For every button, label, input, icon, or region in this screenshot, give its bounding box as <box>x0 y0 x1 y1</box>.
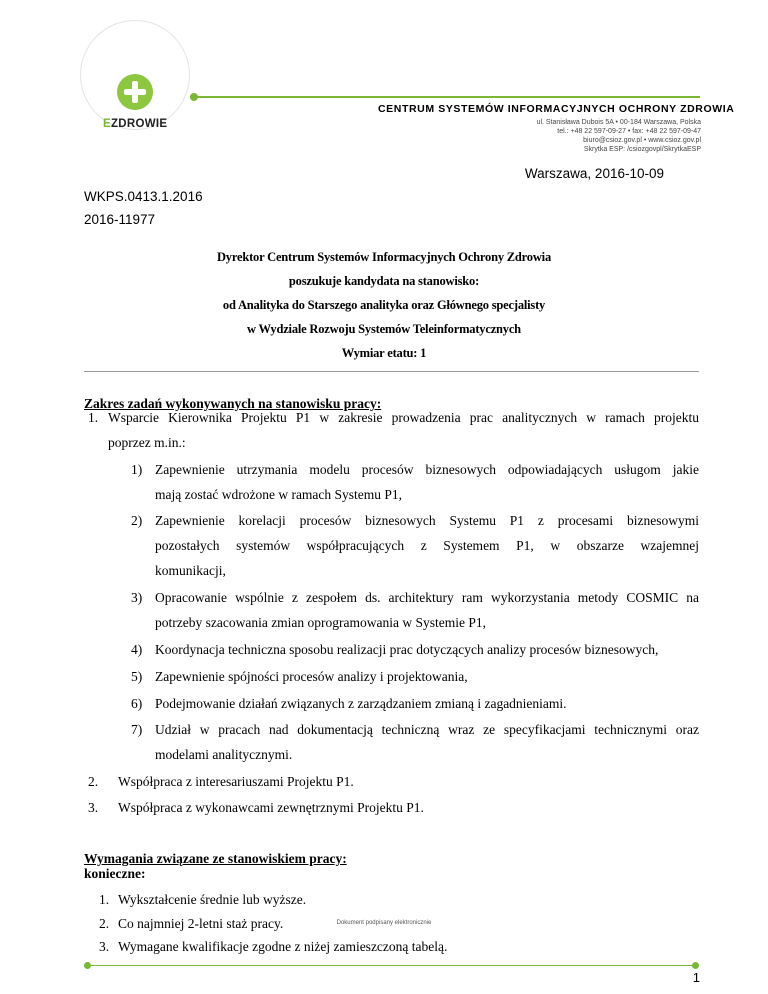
sublist-item-text: Udział w pracach nad dokumentacją techniczną wraz ze specyfikacjami technicznymi oraz <box>155 722 699 737</box>
sublist-item-text: pozostałych systemów współpracujących z Systemem P1, w obszarze wzajemnej <box>155 538 699 553</box>
list-item-text: Współpraca z interesariuszami Projektu P1. <box>118 774 354 789</box>
signature-note: Dokument podpisany elektronicznie <box>336 920 432 926</box>
sublist-number: 7) <box>131 722 143 737</box>
sublist-item-text: Zapewnienie spójności procesów analizy i projektowania, <box>155 669 468 684</box>
sublist-item-text: Zapewnienie korelacji procesów biznesowych Systemu P1 z procesami biznesowymi <box>155 513 699 528</box>
title-line-5: Wymiar etatu: 1 <box>341 346 427 360</box>
sublist-number: 3) <box>131 590 143 605</box>
section-heading-duties: Zakres zadań wykonywanych na stanowisku pracy: <box>84 396 382 411</box>
list-number: 1. <box>88 410 99 425</box>
sublist-number: 6) <box>131 696 143 711</box>
case-number: 2016-11977 <box>84 212 156 227</box>
title-line-2: poszukuje kandydata na stanowisko: <box>288 274 480 288</box>
reference-number: WKPS.0413.1.2016 <box>84 189 203 204</box>
sublist-number: 2) <box>131 513 143 528</box>
section-heading-requirements: Wymagania związane ze stanowiskiem pracy: <box>84 851 347 866</box>
list-number: 3. <box>88 800 99 815</box>
phone-line: tel.: +48 22 597-09-27 • fax: +48 22 597-09-47 <box>557 128 701 135</box>
sublist-item-text: mają zostać wdrożone w ramach Systemu P1, <box>155 487 403 502</box>
sublist-item-text: Podejmowanie działań związanych z zarządzaniem zmianą i zagadnieniami. <box>155 696 567 711</box>
list-item-text: poprzez m.in.: <box>108 435 186 450</box>
page-number: 1 <box>692 970 700 985</box>
title-line-3: od Analityka do Starszego analityka oraz Głównego specjalisty <box>222 298 546 312</box>
esp-line: Skrytka ESP: /csiozgovpl/SkrytkaESP <box>583 146 701 153</box>
list-number: 2. <box>88 774 99 789</box>
list-item-text: Co najmniej 2-letni staż pracy. <box>118 916 284 931</box>
title-line-1: Dyrektor Centrum Systemów Informacyjnych Ochrony Zdrowia <box>216 250 552 264</box>
list-number: 1. <box>99 892 110 907</box>
horizontal-rule <box>84 371 699 372</box>
place-date: Warszawa, 2016-10-09 <box>524 166 664 181</box>
title-line-4: w Wydziale Rozwoju Systemów Teleinformatycznych <box>247 322 521 336</box>
sublist-item-text: potrzeby szacowania zmian oprogramowania w Systemie P1, <box>155 615 487 630</box>
list-item-text: Wymagane kwalifikacje zgodne z niżej zamieszczoną tabelą. <box>118 939 448 954</box>
list-item-text: Wykształcenie średnie lub wyższe. <box>118 892 307 907</box>
list-number: 2. <box>99 916 110 931</box>
list-item-text: Współpraca z wykonawcami zewnętrznymi Projektu P1. <box>118 800 424 815</box>
sublist-item-text: komunikacji, <box>155 563 226 578</box>
address-line: ul. Stanisława Dubois 5A • 00-184 Warszawa, Polska <box>536 119 701 126</box>
list-number: 3. <box>99 939 110 954</box>
sublist-number: 1) <box>131 462 143 477</box>
sublist-number: 4) <box>131 642 143 657</box>
sublist-item-text: Opracowanie wspólnie z zespołem ds. architektury ram wykorzystania metody COSMIC na <box>155 590 699 605</box>
logo-wordmark: EZDROWIE <box>103 118 168 130</box>
sublist-item-text: Zapewnienie utrzymania modelu procesów biznesowych odpowiadających usługom jakie <box>155 462 699 477</box>
footer-divider <box>84 965 699 966</box>
sublist-item-text: Koordynacja techniczna sposobu realizacji prac dotyczących analizy procesów biznesowych, <box>155 642 659 657</box>
list-item-text: Wsparcie Kierownika Projektu P1 w zakresie prowadzenia prac analitycznych w ramach projektu <box>108 410 699 425</box>
email-line: biuro@csioz.gov.pl • www.csioz.gov.pl <box>583 137 701 144</box>
sublist-number: 5) <box>131 669 143 684</box>
medical-cross-icon <box>117 74 153 110</box>
header-divider <box>190 96 700 98</box>
organization-name: CENTRUM SYSTEMÓW INFORMACYJNYCH OCHRONY ZDROWIA <box>378 103 735 115</box>
sublist-item-text: modelami analitycznymi. <box>155 747 293 762</box>
section-subheading: konieczne: <box>84 866 146 881</box>
